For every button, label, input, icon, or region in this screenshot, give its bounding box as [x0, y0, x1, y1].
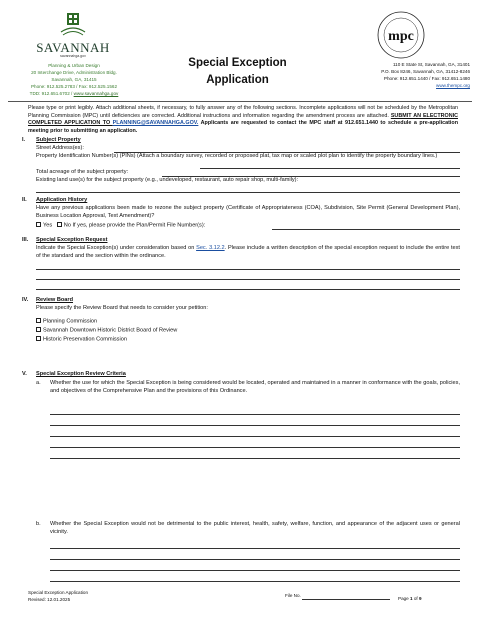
city-tdd-line — [4, 90, 144, 97]
city-phone: Phone: 912.525.2783 / Fax: 912.525.1562 — [30, 84, 118, 89]
title-line-1: Special Exception — [188, 57, 287, 69]
footer-doc-name: Special Exception Application — [28, 590, 89, 595]
criteria-a-letter: a. — [36, 380, 41, 386]
sec-3-12-2-link[interactable]: Sec. 3.12.2 — [196, 245, 225, 251]
land-use-field[interactable] — [36, 192, 460, 193]
historic-preservation-checkbox[interactable] — [36, 336, 41, 341]
review-board-option — [36, 336, 460, 344]
request-line-2[interactable] — [36, 279, 460, 280]
criteria-a-line-4[interactable] — [50, 447, 460, 448]
criteria-a-line-2[interactable] — [50, 425, 460, 426]
file-number-field[interactable] — [302, 599, 390, 600]
page-of: of — [412, 596, 419, 601]
planning-email-link[interactable]: PLANNING@SAVANNAHGA.GOV. — [112, 120, 199, 126]
page-current: 1 — [410, 596, 413, 601]
review-board-option — [36, 318, 460, 326]
section-heading: Subject Property — [36, 137, 81, 143]
criteria-b-letter: b. — [36, 521, 41, 527]
criteria-a-line-5[interactable] — [50, 458, 460, 459]
criteria-b-line-4[interactable] — [50, 581, 460, 582]
criteria-a — [36, 380, 460, 440]
review-board-question: Please specify the Review Board that needs to consider your petition: — [36, 305, 208, 311]
section-number: II. — [22, 197, 27, 203]
mpc-address-2: P.O. Box 8246, Savannah, GA, 31412-8246 — [381, 69, 470, 74]
savannah-logo-icon — [57, 12, 89, 36]
mpc-address-1: 110 E State St, Savannah, GA, 31401 — [392, 62, 470, 67]
land-use-row — [36, 177, 460, 185]
section-heading: Special Exception Request — [36, 237, 108, 243]
pin-label: Property Identification Number(s) (PINs) (Attach a boundary survey, recorded or proposed plat, tax map or scaled plot plan to identify the property boundary lines.) — [36, 153, 438, 159]
criteria-a-line-1[interactable] — [50, 414, 460, 415]
city-tdd: TDD: 912.651.6702 / — [29, 91, 74, 96]
intro-contact-bold: Applicants are requested to contact the MPC staff at 912.651.1440 to schedule a pre-application meeting prior to submitting an application. — [28, 120, 458, 134]
file-number-label: File No. — [285, 593, 301, 598]
request-instructions — [36, 245, 460, 260]
title-line-2: Application — [206, 74, 269, 86]
option-label: Historic Preservation Commission — [43, 336, 127, 343]
section-review-board — [22, 297, 462, 367]
street-address-label: Street Address(es): — [36, 145, 84, 151]
page-number — [398, 596, 422, 601]
section-number: III. — [22, 237, 29, 243]
section-number: V. — [22, 371, 27, 377]
mpc-website-link[interactable]: www.thempc.org — [436, 83, 470, 88]
mpc-phone: Phone: 912.651.1440 / Fax: 912.651.1480 — [383, 76, 470, 81]
mpc-logo — [374, 10, 428, 60]
no-checkbox[interactable] — [57, 222, 62, 227]
request-line-3[interactable] — [36, 289, 460, 290]
yes-checkbox[interactable] — [36, 222, 41, 227]
footer-revised: Revised: 12.01.2025 — [28, 596, 71, 602]
option-label: Savannah Downtown Historic District Board of Review — [43, 327, 178, 334]
pin-row — [36, 153, 460, 161]
criteria-b-text: Whether the Special Exception would not be detrimental to the public interest, health, safety, welfare, function, and appearance of the adjacent uses or general vicinity. — [50, 521, 460, 535]
section-heading: Application History — [36, 197, 88, 203]
section-review-criteria — [22, 371, 462, 586]
criteria-b-line-2[interactable] — [50, 559, 460, 560]
org-name: SAVANNAH — [36, 40, 110, 55]
footer-doc-info — [28, 590, 88, 603]
intro-instructions — [28, 105, 458, 135]
criteria-a-line-3[interactable] — [50, 436, 460, 437]
city-address-1: 20 Interchange Drive, Administration Bldg. — [31, 70, 117, 75]
section-number: IV. — [22, 297, 29, 303]
page-total: 9 — [418, 596, 422, 601]
mpc-contact-block — [330, 61, 470, 89]
option-label: Planning Commission — [43, 318, 98, 325]
request-text-b: . Please include a written description of the special exception request to include the entire text of the standard and the section within the ordinance. — [36, 245, 460, 259]
permit-file-number-field[interactable] — [272, 229, 460, 230]
review-board-option — [36, 327, 460, 335]
request-line-1[interactable] — [36, 269, 460, 270]
no-label: No If yes, please provide the Plan/Permit File Number(s): — [63, 222, 206, 229]
downtown-historic-board-checkbox[interactable] — [36, 327, 41, 332]
page-title — [150, 55, 325, 89]
intro-text: Please type or print legibly. Attach additional sheets, if necessary, to fully answer any of the following sections. Incomplete applications will not be scheduled by the Metropolitan Planning Commission (MPC) until deficiencies are corrected. Additional instructions and information regarding the amendment process are attached. — [28, 105, 458, 119]
city-address-2: Savannah, GA, 31415 — [51, 77, 97, 82]
city-website-link[interactable]: www.savannahga.gov — [73, 91, 119, 96]
planning-commission-checkbox[interactable] — [36, 318, 41, 323]
criteria-b — [36, 521, 460, 541]
request-text-a: Indicate the Special Exception(s) under consideration based on — [36, 245, 197, 251]
history-question: Have any previous applications been made to rezone the subject property (Certificate of Appropriateness (COA), Subdivision, Site Permit (General Development Plan), Business Location Approval, Text Amendment)? — [36, 205, 460, 219]
mpc-logo-text: mpc — [388, 29, 414, 44]
section-number: I. — [22, 137, 26, 143]
section-heading: Review Board — [36, 297, 73, 303]
criteria-a-text: Whether the use for which the Special Exception is being considered would be located, operated and maintained in a manner in conformance with the goals, policies, and objectives of the Comprehensive Plan and the provisions of this Ordinance. — [50, 380, 460, 394]
dept-name: Planning & Urban Design — [48, 63, 100, 68]
criteria-b-line-3[interactable] — [50, 570, 460, 571]
city-contact-block — [4, 62, 144, 97]
criteria-b-line-1[interactable] — [50, 548, 460, 549]
acreage-label: Total acreage of the subject property: — [36, 169, 129, 175]
intro-submit-bold: SUBMIT AN ELECTRONIC COMPLETED APPLICATION TO — [28, 112, 458, 126]
yes-label: Yes — [43, 222, 53, 229]
page-label: Page — [398, 596, 411, 601]
land-use-label: Existing land use(s) for the subject property (e.g., undeveloped, restaurant, auto repair shop, multi-family): — [36, 177, 299, 183]
section-heading: Special Exception Review Criteria — [36, 371, 126, 377]
org-domain: savannahga.gov — [60, 54, 86, 58]
header-divider — [8, 101, 472, 102]
savannah-logo — [18, 12, 128, 59]
